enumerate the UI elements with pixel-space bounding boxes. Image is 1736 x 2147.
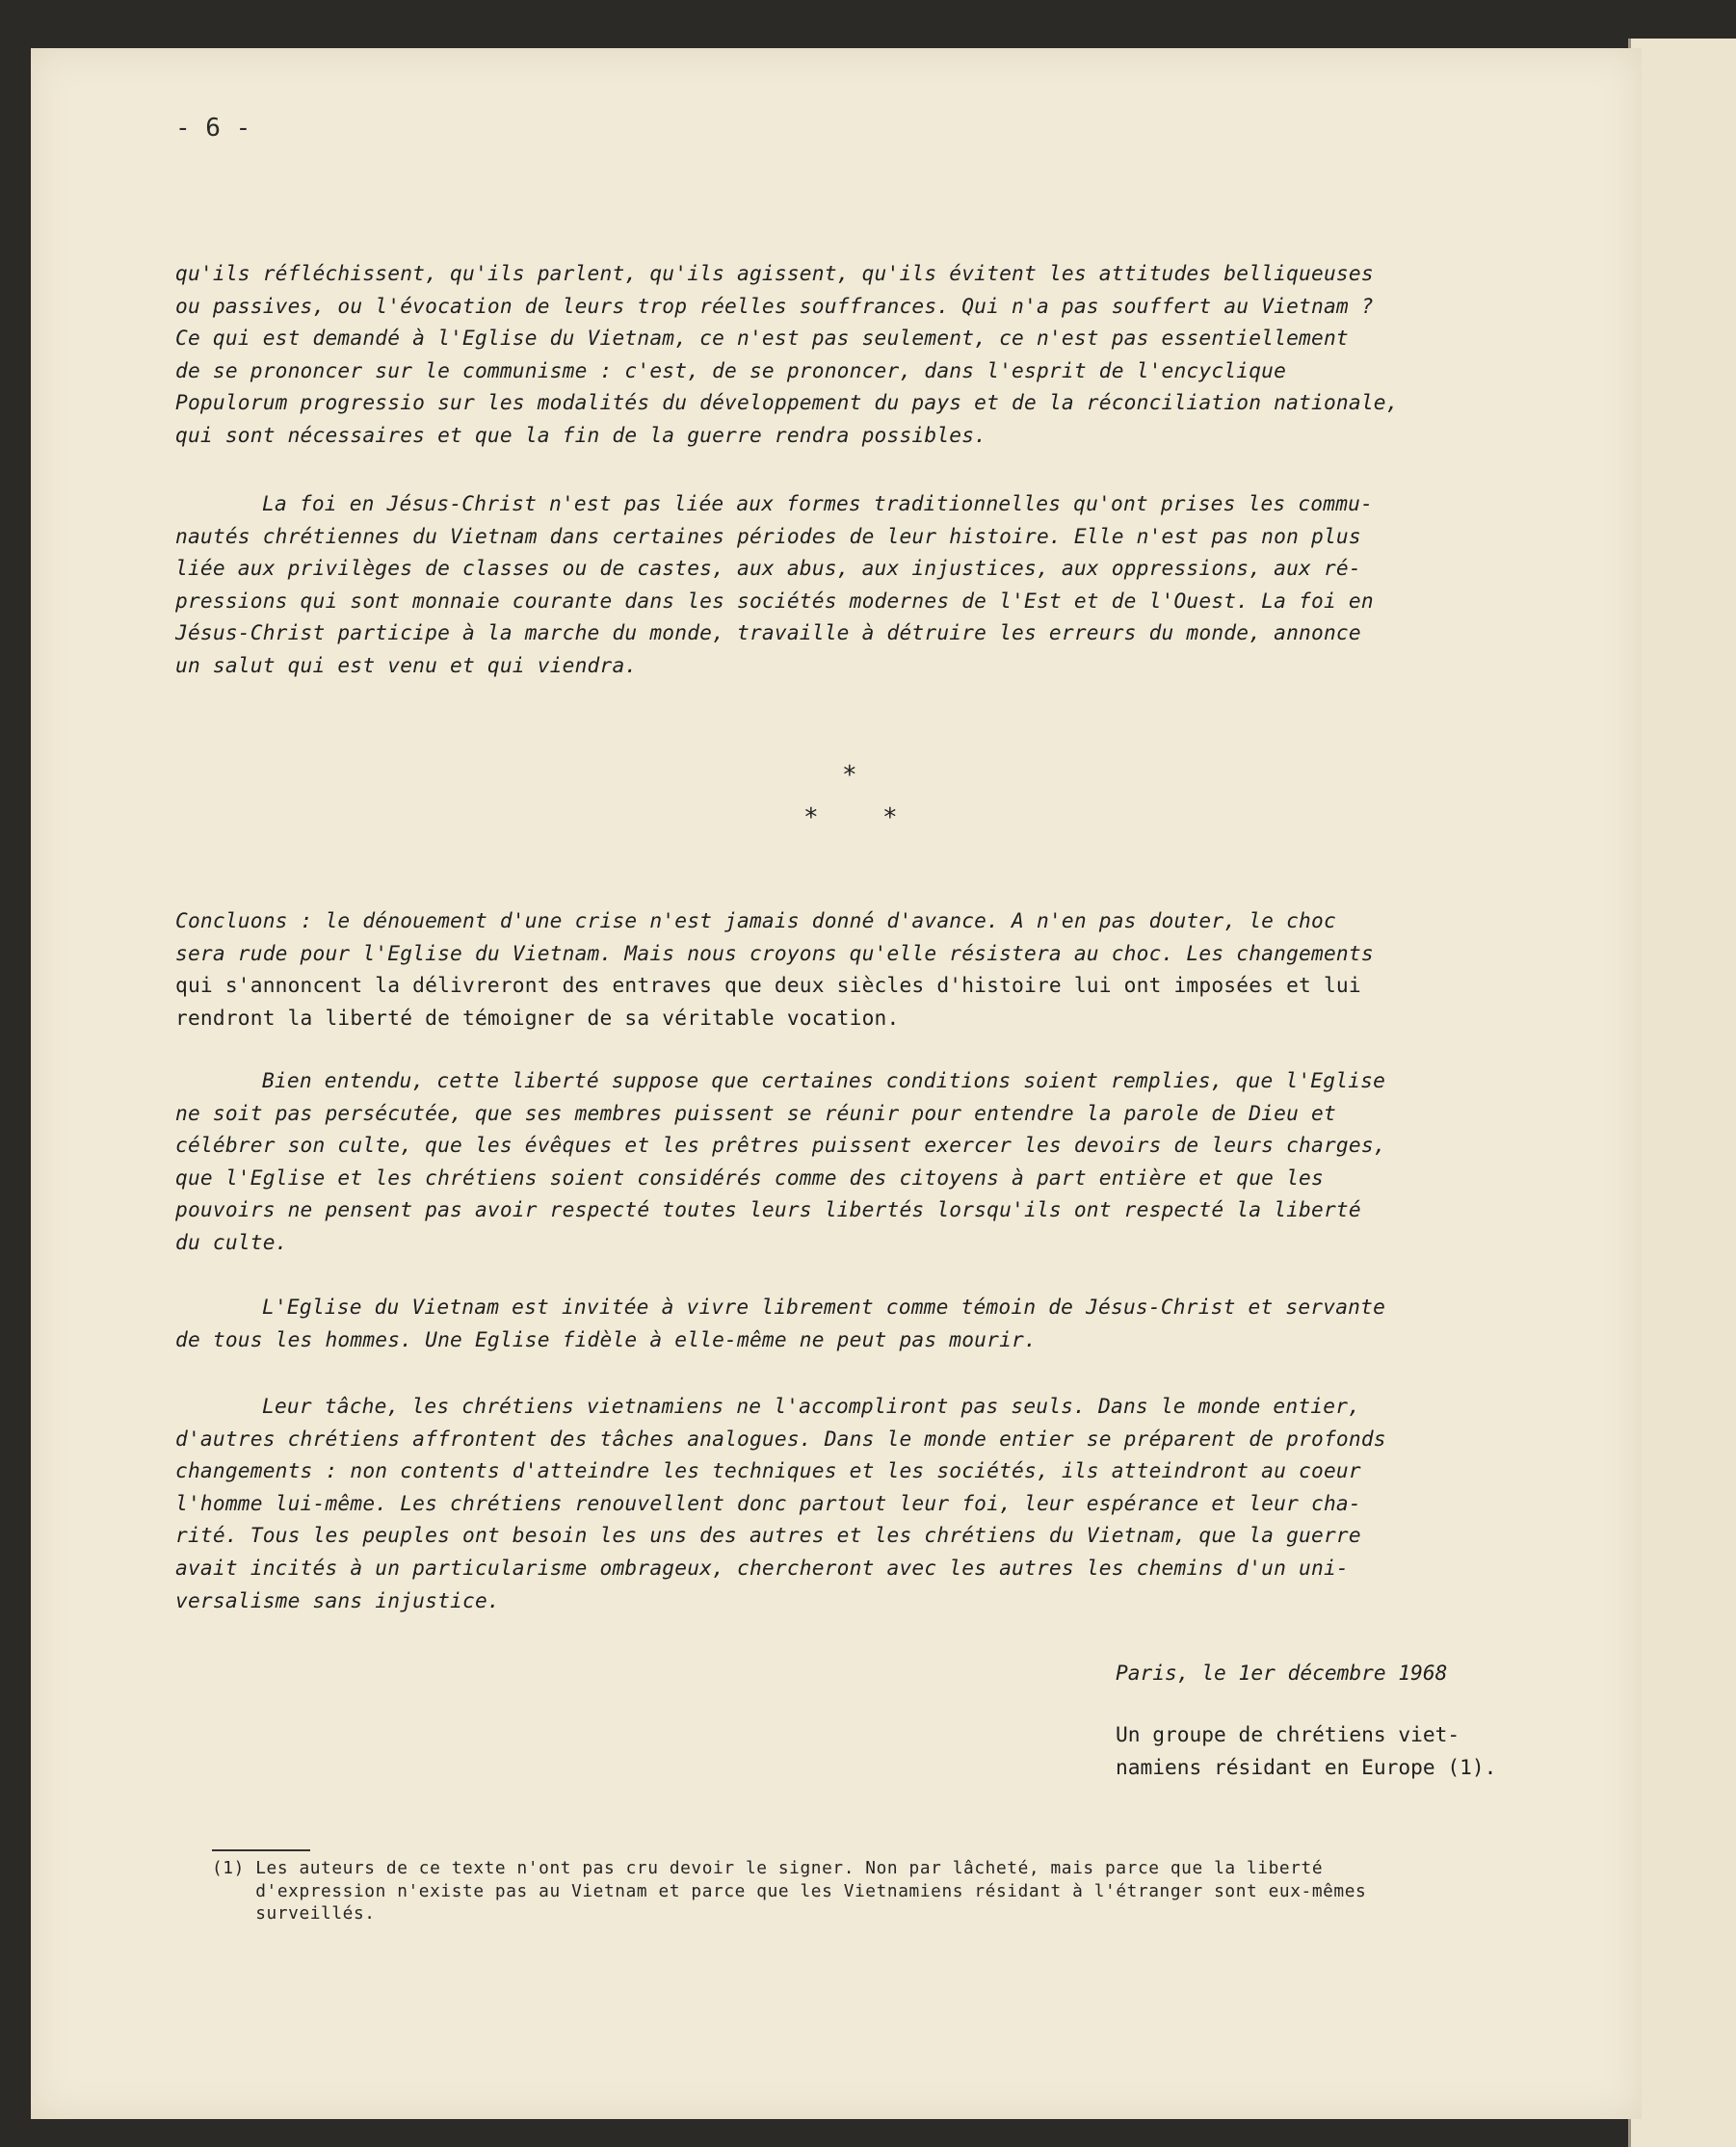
paragraph-line: Leur tâche, les chrétiens vietnamiens ne l'accompliront pas seuls. Dans le monde entier, [262,1394,1361,1418]
paragraph-line: l'homme lui-même. Les chrétiens renouvellent donc partout leur foi, leur espérance et leur cha- [175,1490,1361,1515]
paragraph-line: changements : non contents d'atteindre les techniques et les sociétés, ils atteindront au coeur [175,1458,1361,1483]
paragraph-line: rendront la liberté de témoigner de sa véritable vocation. [175,1005,900,1030]
paragraph-line: rité. Tous les peuples ont besoin les uns des autres et les chrétiens du Vietnam, que la guerre [175,1523,1361,1548]
paragraph-line: La foi en Jésus-Christ n'est pas liée aux formes traditionnelles qu'ont prises les commu- [262,491,1374,515]
paragraph-line: du culte. [175,1229,288,1254]
footnote [212,1857,1503,1925]
paragraph-line: célébrer son culte, que les évêques et les prêtres puissent exercer les devoirs de leurs charges, [175,1133,1386,1158]
paragraph-line: Populorum progressio sur les modalités du développement du pays et de la réconciliation nationale, [175,390,1399,415]
paragraph-line: pouvoirs ne pensent pas avoir respecté toutes leurs libertés lorsqu'ils ont respecté la liberté [175,1197,1361,1222]
paragraph-line: qui sont nécessaires et que la fin de la guerre rendra possibles. [175,422,987,447]
paragraph-line: un salut qui est venu et qui viendra. [175,652,638,677]
paragraph-6 [175,1390,1543,1616]
footnote-line: surveillés. [212,1903,376,1924]
paragraph-line: liée aux privilèges de classes ou de castes, aux abus, aux injustices, aux oppressions, aux ré- [175,556,1361,581]
paragraph-line: ou passives, ou l'évocation de leurs trop réelles souffrances. Qui n'a pas souffert au Vietnam ? [175,293,1374,318]
paragraph-line: Ce qui est demandé à l'Eglise du Vietnam, ce n'est pas seulement, ce n'est pas essentiellement [175,326,1349,351]
footnote-rule [212,1849,310,1851]
paragraph-line: L'Eglise du Vietnam est invitée à vivre librement comme témoin de Jésus-Christ et servante [262,1295,1386,1319]
footnote-line: d'expression n'existe pas au Vietnam et parce que les Vietnamiens résidant à l'étranger sont eux-mêmes [212,1880,1367,1901]
paragraph-line: ne soit pas persécutée, que ses membres puissent se réunir pour entendre la parole de Dieu et [175,1100,1336,1125]
paragraph-line: versalisme sans injustice. [175,1587,500,1612]
paragraph-line: pressions qui sont monnaie courante dans les sociétés modernes de l'Est et de l'Ouest. La foi en [175,588,1374,613]
page-number: - 6 - [175,114,251,143]
separator-asterisk: * [803,803,819,832]
paragraph-5 [175,1291,1543,1355]
paragraph-line: que l'Eglise et les chrétiens soient considérés comme des citoyens à part entière et que les [175,1165,1324,1190]
separator-asterisk: * [842,761,857,790]
paragraph-3 [175,904,1543,1034]
adjacent-page-edge [1628,39,1736,2147]
signature-block [1116,1657,1539,1689]
paragraph-line: de se prononcer sur le communisme : c'est, de se prononcer, dans l'esprit de l'encyclique [175,357,1287,382]
paragraph-line: sera rude pour l'Eglise du Vietnam. Mais nous croyons qu'elle résistera au choc. Les changements [175,940,1374,965]
paragraph-line: qui s'annoncent la délivreront des entraves que deux siècles d'histoire lui ont imposées et lui [175,973,1361,998]
place-date: Paris, le 1er décembre 1968 [1116,1661,1448,1685]
paragraph-line: Concluons : le dénouement d'une crise n'est jamais donné d'avance. A n'en pas douter, le choc [175,908,1336,932]
signature-line: Un groupe de chrétiens viet- [1116,1722,1460,1746]
paragraph-line: d'autres chrétiens affrontent des tâches analogues. Dans le monde entier se préparent de profonds [175,1426,1386,1451]
paragraph-line: de tous les hommes. Une Eglise fidèle à elle-même ne peut pas mourir. [175,1326,1037,1351]
signature-authors [1116,1718,1539,1783]
paragraph-line: Bien entendu, cette liberté suppose que certaines conditions soient remplies, que l'Eglise [262,1068,1386,1092]
separator-asterisk: * [882,803,898,832]
paragraph-line: avait incités à un particularisme ombrageux, chercheront avec les autres les chemins d'un uni- [175,1555,1349,1580]
paragraph-4 [175,1064,1543,1259]
paragraph-line: qu'ils réfléchissent, qu'ils parlent, qu'ils agissent, qu'ils évitent les attitudes belliqueuses [175,261,1374,285]
signature-line: namiens résidant en Europe (1). [1116,1754,1497,1779]
paragraph-line: Jésus-Christ participe à la marche du monde, travaille à détruire les erreurs du monde, annonce [175,620,1361,645]
paragraph-1 [175,257,1543,452]
paragraph-2 [175,487,1543,682]
footnote-line: (1) Les auteurs de ce texte n'ont pas cru devoir le signer. Non par lâcheté, mais parce que la liberté [212,1858,1324,1878]
paragraph-line: nautés chrétiennes du Vietnam dans certaines périodes de leur histoire. Elle n'est pas non plus [175,523,1361,548]
